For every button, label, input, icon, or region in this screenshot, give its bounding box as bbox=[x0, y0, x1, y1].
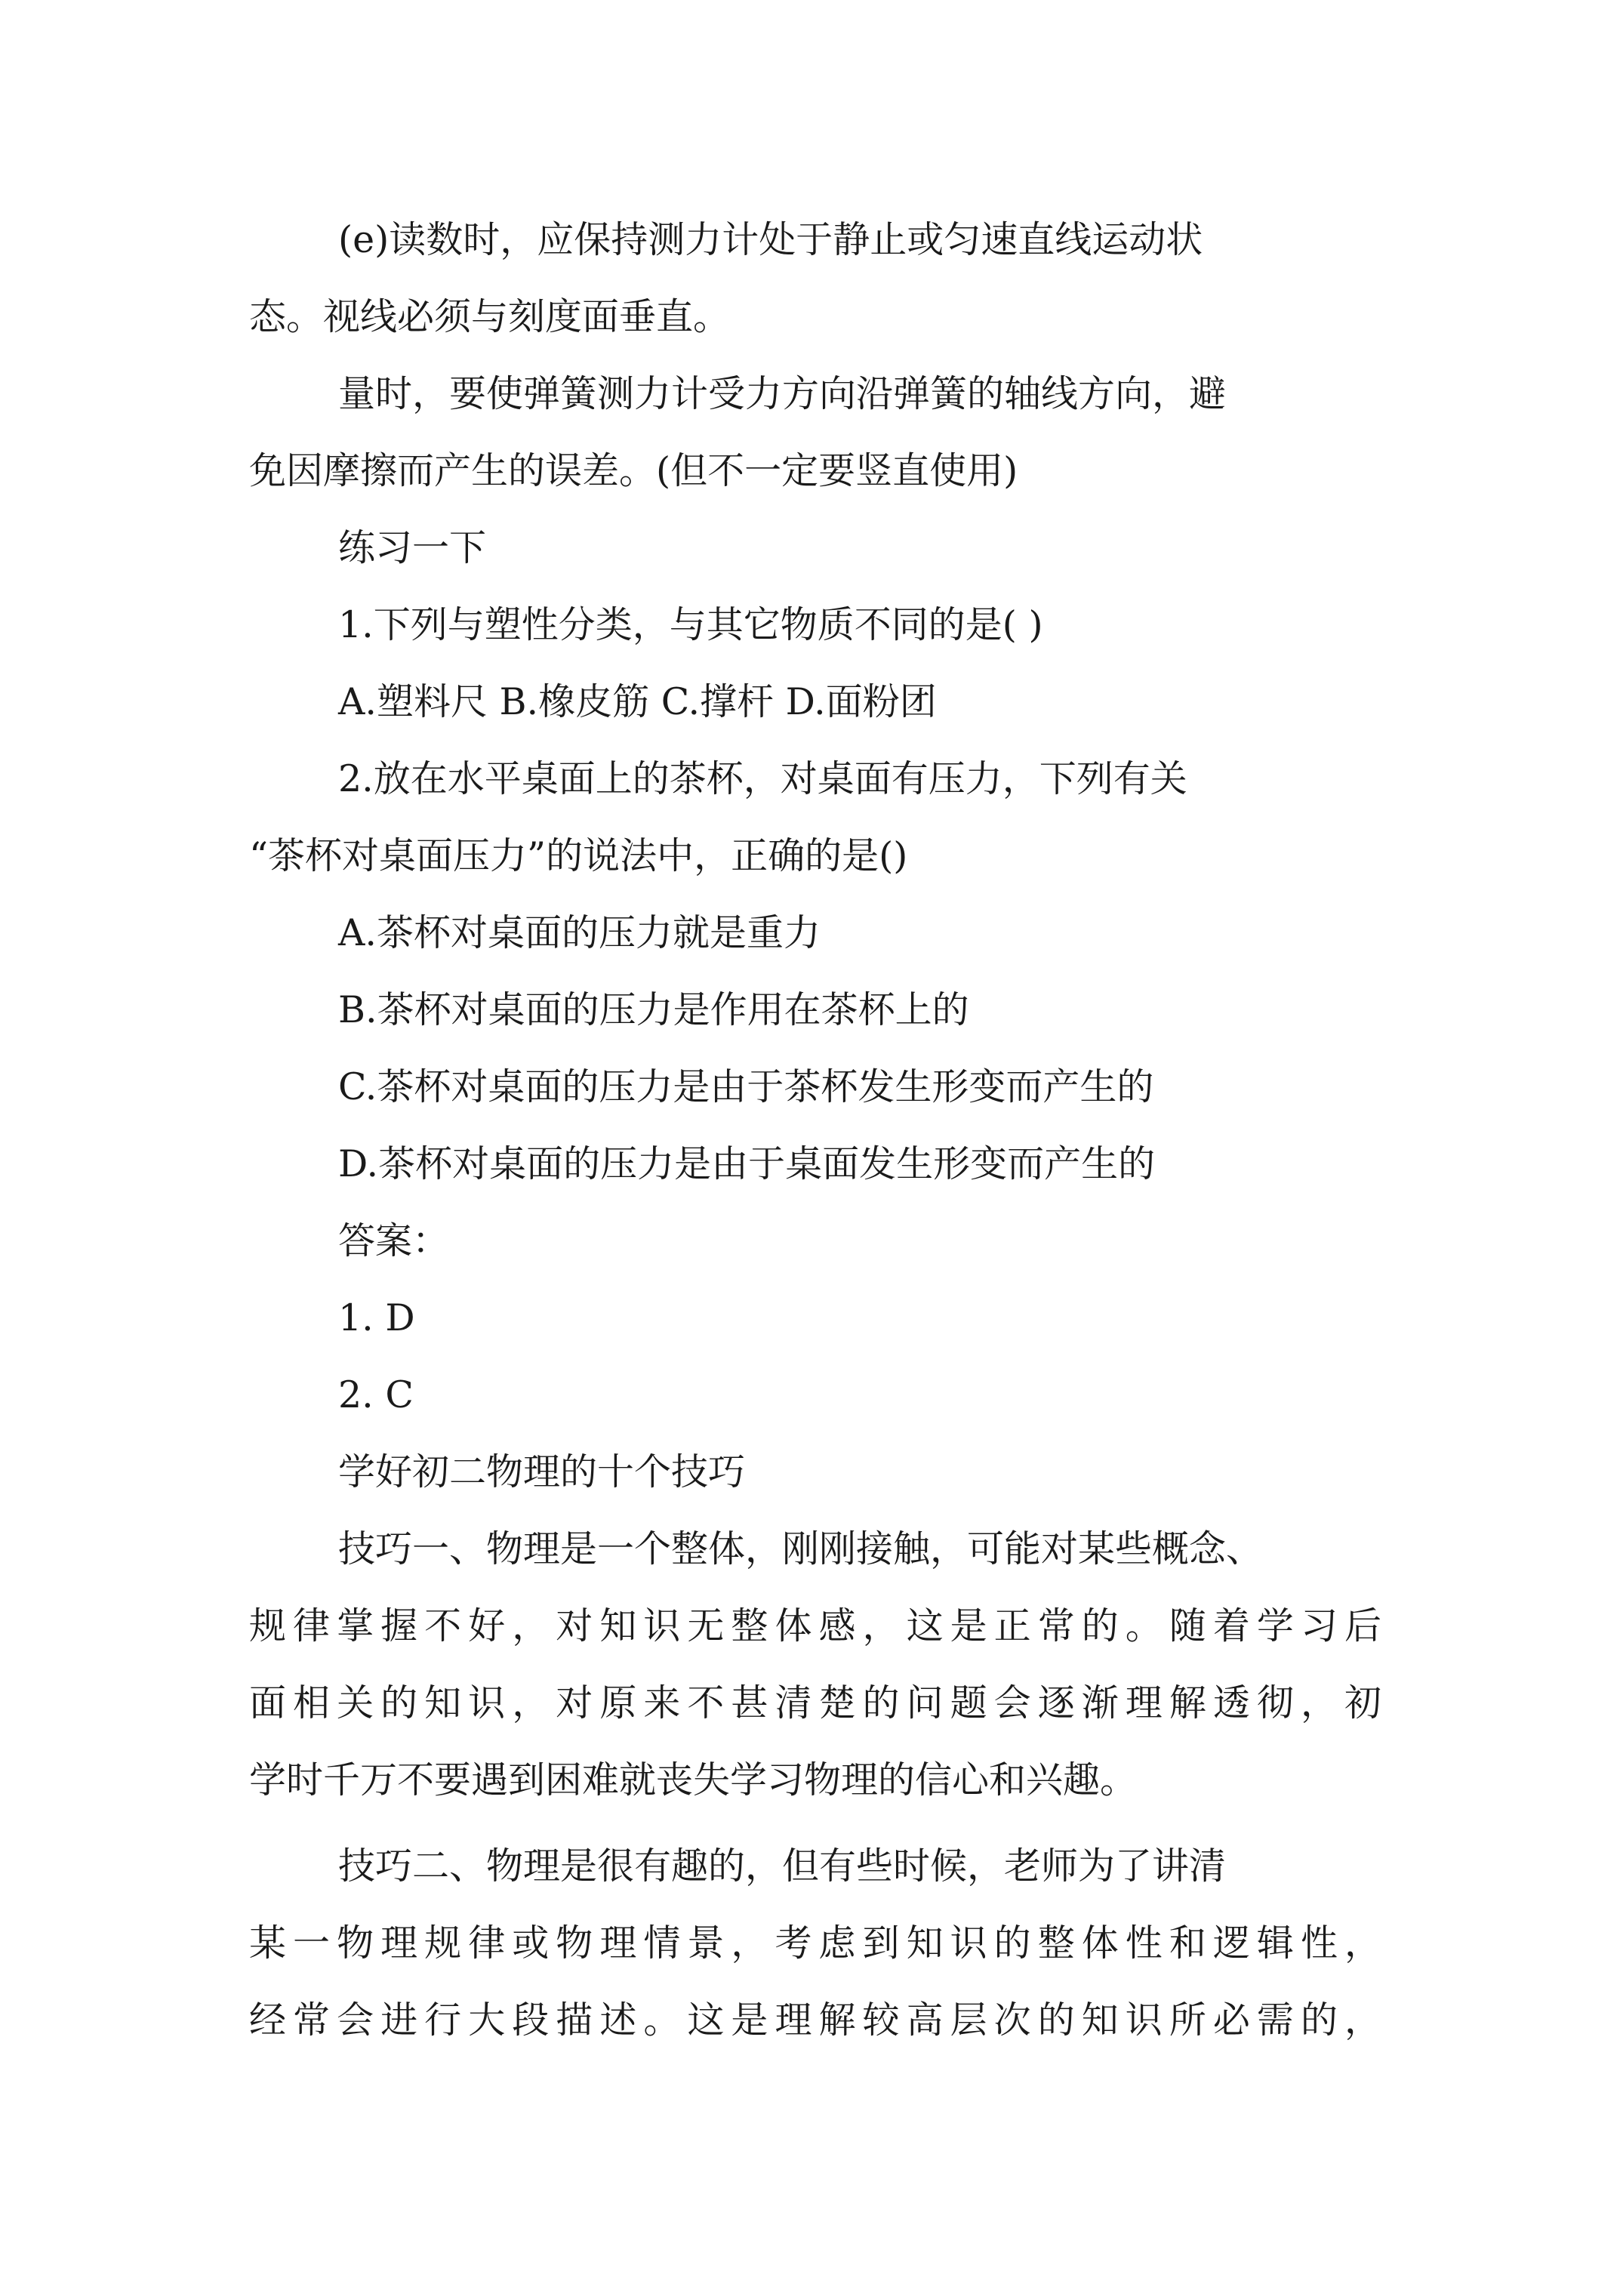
answer-1: 1. D bbox=[338, 1296, 415, 1339]
question-2: 2.放在水平桌面上的茶杯，对桌面有压力，下列有关 bbox=[338, 757, 1187, 800]
answer-2: 2. C bbox=[338, 1373, 414, 1416]
paragraph-line: 某一物理规律或物理情景，考虑到知识的整体性和逻辑性， bbox=[249, 1922, 1381, 1965]
paragraph-line: 经常会进行大段描述。这是理解较高层次的知识所必需的， bbox=[249, 1999, 1381, 2042]
question-2-option-d: D.茶杯对桌面的压力是由于桌面发生形变而产生的 bbox=[338, 1142, 1156, 1185]
paragraph-line: 规律掌握不好，对知识无整体感，这是正常的。随着学习后 bbox=[249, 1604, 1381, 1647]
paragraph-line: (e)读数时，应保持测力计处于静止或匀速直线运动状 bbox=[338, 218, 1203, 261]
answers-heading: 答案： bbox=[338, 1219, 450, 1262]
question-2-option-a: A.茶杯对桌面的压力就是重力 bbox=[338, 911, 821, 954]
question-1-options: A.塑料尺 B.橡皮筋 C.撑杆 D.面粉团 bbox=[338, 680, 937, 723]
question-2-cont: “茶杯对桌面压力”的说法中，正确的是() bbox=[249, 834, 908, 877]
paragraph-line: 态。视线必须与刻度面垂直。 bbox=[249, 295, 731, 338]
question-2-option-b: B.茶杯对桌面的压力是作用在茶杯上的 bbox=[338, 988, 969, 1031]
section-heading: 练习一下 bbox=[338, 526, 487, 569]
paragraph-line: 技巧一、物理是一个整体，刚刚接触，可能对某些概念、 bbox=[338, 1527, 1264, 1570]
paragraph-line: 免因摩擦而产生的误差。(但不一定要竖直使用) bbox=[249, 449, 1018, 492]
question-2-option-c: C.茶杯对桌面的压力是由于茶杯发生形变而产生的 bbox=[338, 1065, 1154, 1108]
question-1: 1.下列与塑性分类，与其它物质不同的是( ) bbox=[338, 603, 1043, 646]
tips-heading: 学好初二物理的十个技巧 bbox=[338, 1450, 746, 1493]
paragraph-line: 面相关的知识，对原来不甚清楚的问题会逐渐理解透彻，初 bbox=[249, 1681, 1381, 1724]
paragraph-line: 技巧二、物理是很有趣的，但有些时候，老师为了讲清 bbox=[338, 1845, 1227, 1888]
paragraph-line: 学时千万不要遇到困难就丧失学习物理的信心和兴趣。 bbox=[249, 1758, 1138, 1801]
paragraph-line: 量时，要使弹簧测力计受力方向沿弹簧的轴线方向，避 bbox=[338, 372, 1227, 415]
